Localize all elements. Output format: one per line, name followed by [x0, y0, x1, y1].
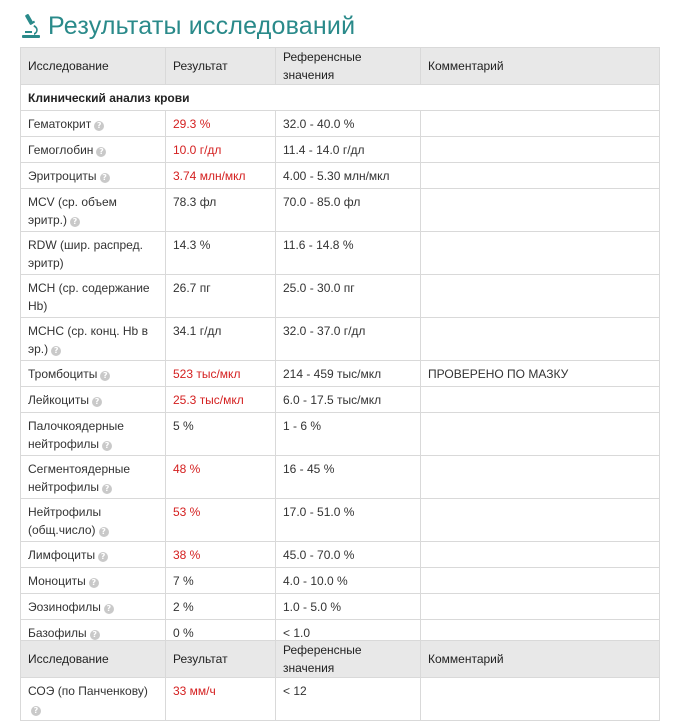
comment-value [421, 413, 660, 456]
comment-value [421, 568, 660, 594]
test-name-cell [21, 568, 166, 594]
test-name-cell [21, 189, 166, 232]
table-row [21, 568, 660, 594]
help-icon[interactable]: ? [70, 217, 80, 227]
test-name-cell [21, 678, 166, 721]
help-icon[interactable]: ? [92, 397, 102, 407]
reference-value: 32.0 - 37.0 г/дл [276, 318, 421, 361]
reference-value: 16 - 45 % [276, 456, 421, 499]
test-name: Сегментоядерные нейтрофилы [28, 462, 131, 494]
header-result: Результат [166, 48, 276, 85]
comment-value [421, 163, 660, 189]
help-icon[interactable]: ? [31, 706, 41, 716]
comment-value [421, 189, 660, 232]
test-name-cell [21, 594, 166, 620]
result-value: 7 % [166, 568, 276, 594]
reference-value: 1 - 6 % [276, 413, 421, 456]
table-row [21, 594, 660, 620]
test-name: СОЭ (по Панченкову) [28, 684, 148, 698]
comment-value [421, 111, 660, 137]
header-reference: Референсные значения [276, 641, 421, 678]
table-header-row [21, 48, 660, 85]
table-row [21, 542, 660, 568]
test-name-cell [21, 275, 166, 318]
result-value: 10.0 г/дл [166, 137, 276, 163]
test-name: MCHC (ср. конц. Hb в эр.) [28, 324, 148, 356]
reference-value: 17.0 - 51.0 % [276, 499, 421, 542]
header-test: Исследование [21, 48, 166, 85]
table-row [21, 275, 660, 318]
result-value: 78.3 фл [166, 189, 276, 232]
reference-value: < 12 [276, 678, 421, 721]
test-name-cell [21, 318, 166, 361]
result-value: 34.1 г/дл [166, 318, 276, 361]
help-icon[interactable]: ? [51, 346, 61, 356]
test-name-cell [21, 456, 166, 499]
table-row [21, 361, 660, 387]
header-test: Исследование [21, 641, 166, 678]
result-value: 38 % [166, 542, 276, 568]
test-name: MCH (ср. содержание Hb) [28, 281, 150, 313]
comment-value [421, 499, 660, 542]
test-name: Эритроциты [28, 169, 97, 183]
reference-value: 6.0 - 17.5 тыс/мкл [276, 387, 421, 413]
result-value: 5 % [166, 413, 276, 456]
help-icon[interactable]: ? [104, 604, 114, 614]
help-icon[interactable]: ? [99, 527, 109, 537]
test-name: Лейкоциты [28, 393, 90, 407]
test-name: Эозинофилы [28, 600, 101, 614]
help-icon[interactable]: ? [90, 630, 100, 640]
test-name-cell [21, 499, 166, 542]
test-name: Гематокрит [28, 117, 92, 131]
result-value: 25.3 тыс/мкл [166, 387, 276, 413]
comment-value [421, 275, 660, 318]
microscope-icon [20, 13, 42, 39]
comment-value [421, 318, 660, 361]
result-value: 33 мм/ч [166, 678, 276, 721]
test-name: Базофилы [28, 626, 87, 640]
table-row [21, 189, 660, 232]
test-name-cell [21, 361, 166, 387]
help-icon[interactable]: ? [100, 371, 110, 381]
table-row [21, 499, 660, 542]
result-value: 3.74 млн/мкл [166, 163, 276, 189]
test-name: Лимфоциты [28, 548, 96, 562]
table-row [21, 456, 660, 499]
test-name: MCV (ср. объем эритр.) [28, 195, 117, 227]
results-table-blood [20, 47, 660, 646]
table-row [21, 111, 660, 137]
test-name-cell [21, 387, 166, 413]
table-row [21, 413, 660, 456]
result-value: 14.3 % [166, 232, 276, 275]
test-name-cell [21, 542, 166, 568]
test-name-cell [21, 137, 166, 163]
reference-value: 25.0 - 30.0 пг [276, 275, 421, 318]
reference-value: 11.4 - 14.0 г/дл [276, 137, 421, 163]
test-name: Моноциты [28, 574, 86, 588]
reference-value: 11.6 - 14.8 % [276, 232, 421, 275]
result-value: 48 % [166, 456, 276, 499]
help-icon[interactable]: ? [102, 484, 112, 494]
test-name: Палочкоядерные нейтрофилы [28, 419, 124, 451]
comment-value [421, 542, 660, 568]
test-name-cell [21, 111, 166, 137]
help-icon[interactable]: ? [96, 147, 106, 157]
page-header [20, 10, 355, 42]
reference-value: 70.0 - 85.0 фл [276, 189, 421, 232]
comment-value [421, 137, 660, 163]
result-value: 2 % [166, 594, 276, 620]
test-name: Нейтрофилы (общ.число) [28, 505, 102, 537]
section-row [21, 85, 660, 111]
result-value: 26.7 пг [166, 275, 276, 318]
reference-value: 1.0 - 5.0 % [276, 594, 421, 620]
header-result: Результат [166, 641, 276, 678]
result-value: 53 % [166, 499, 276, 542]
test-name-cell [21, 163, 166, 189]
table-row [21, 163, 660, 189]
test-name: RDW (шир. распред. эритр) [28, 238, 143, 270]
table-row [21, 387, 660, 413]
reference-value: 45.0 - 70.0 % [276, 542, 421, 568]
comment-value [421, 232, 660, 275]
table-row [21, 137, 660, 163]
header-reference: Референсные значения [276, 48, 421, 85]
reference-value: 214 - 459 тыс/мкл [276, 361, 421, 387]
header-comment: Комментарий [421, 48, 660, 85]
help-icon[interactable]: ? [89, 578, 99, 588]
comment-value [421, 678, 660, 721]
help-icon[interactable]: ? [98, 552, 108, 562]
table-row [21, 232, 660, 275]
result-value: 523 тыс/мкл [166, 361, 276, 387]
table-row [21, 678, 660, 721]
result-value: 29.3 % [166, 111, 276, 137]
help-icon[interactable]: ? [94, 121, 104, 131]
page-title: Результаты исследований [48, 11, 356, 40]
test-name-cell [21, 232, 166, 275]
reference-value: 4.00 - 5.30 млн/мкл [276, 163, 421, 189]
help-icon[interactable]: ? [100, 173, 110, 183]
comment-value [421, 387, 660, 413]
results-table-esr [20, 640, 660, 721]
reference-value: 32.0 - 40.0 % [276, 111, 421, 137]
comment-value [421, 456, 660, 499]
test-name: Гемоглобин [28, 143, 94, 157]
help-icon[interactable]: ? [102, 441, 112, 451]
test-name: Тромбоциты [28, 367, 98, 381]
header-comment: Комментарий [421, 641, 660, 678]
section-title: Клинический анализ крови [21, 85, 660, 111]
result-value: 0 % [166, 620, 276, 646]
table-row [21, 318, 660, 361]
test-name-cell [21, 413, 166, 456]
table-header-row [21, 641, 660, 678]
reference-value: < 1.0 [276, 620, 421, 646]
comment-value: ПРОВЕРЕНО ПО МАЗКУ [421, 361, 660, 387]
reference-value: 4.0 - 10.0 % [276, 568, 421, 594]
comment-value [421, 594, 660, 620]
